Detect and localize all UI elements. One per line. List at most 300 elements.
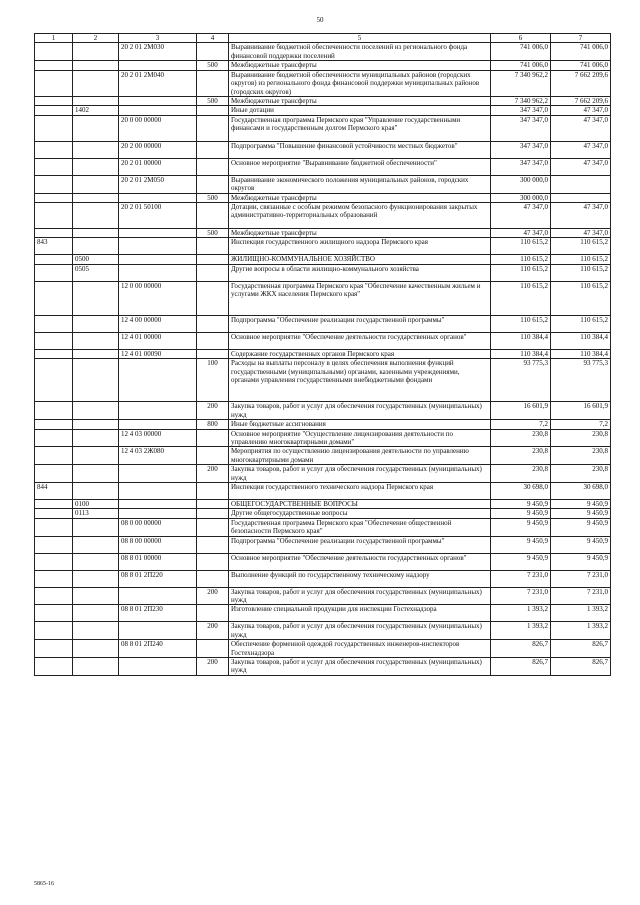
table-row [35,349,611,358]
cell-c3 [119,238,197,255]
cell-c5: Основное мероприятие "Обеспечение деятельности государственных органов" [229,553,491,570]
cell-c1 [35,349,73,358]
cell-c6: 826,7 [491,658,551,676]
cell-c4 [197,447,229,465]
table-row [35,447,611,465]
table-row [35,106,611,115]
cell-c4 [197,429,229,447]
table-row [35,518,611,536]
cell-c6: 110 615,2 [491,238,551,255]
cell-c5: Инспекция государственного жилищного надзора Пермского края [229,238,491,255]
cell-c3 [119,359,197,402]
table-row [35,553,611,570]
cell-c5: Выравнивание бюджетной обеспеченности поселений из регионального фонда финансовой поддержки поселений [229,43,491,61]
cell-c7: 741 006,0 [551,43,611,61]
cell-c1 [35,203,73,229]
cell-c7: 110 615,2 [551,281,611,315]
cell-c6: 7 340 962,2 [491,97,551,106]
cell-c3: 12 0 00 00000 [119,281,197,315]
cell-c2: 0113 [73,509,119,518]
cell-c6: 110 384,4 [491,349,551,358]
cell-c1 [35,509,73,518]
cell-c1 [35,97,73,106]
table-row [35,281,611,315]
table-row [35,97,611,106]
cell-c1: 843 [35,238,73,255]
cell-c1 [35,70,73,96]
cell-c1 [35,106,73,115]
cell-c7: 110 615,2 [551,238,611,255]
cell-c7: 9 450,9 [551,553,611,570]
cell-c7: 9 450,9 [551,509,611,518]
table-row [35,70,611,96]
cell-c3 [119,106,197,115]
cell-c2 [73,203,119,229]
cell-c1 [35,255,73,264]
cell-c3: 08 8 01 2П230 [119,605,197,622]
cell-c4: 500 [197,97,229,106]
cell-c7: 7 662 209,6 [551,97,611,106]
cell-c4: 200 [197,465,229,483]
cell-c4 [197,255,229,264]
cell-c4 [197,499,229,508]
cell-c1 [35,229,73,238]
cell-c4 [197,553,229,570]
cell-c1 [35,175,73,193]
cell-c6: 93 775,3 [491,359,551,402]
cell-c6: 7,2 [491,420,551,429]
cell-c5: ОБЩЕГОСУДАРСТВЕННЫЕ ВОПРОСЫ [229,499,491,508]
cell-c2 [73,622,119,640]
cell-c7: 826,7 [551,640,611,658]
cell-c1 [35,536,73,553]
cell-c2 [73,175,119,193]
cell-c6: 1 393,2 [491,622,551,640]
table-row [35,359,611,402]
cell-c5: Мероприятия по осуществлению лицензирования деятельности по управлению многоквартирными домами [229,447,491,465]
cell-c5: Закупка товаров, работ и услуг для обеспечения государственных (муниципальных) нужд [229,402,491,420]
header-cell: 7 [551,34,611,43]
cell-c3: 12 4 01 00000 [119,332,197,349]
cell-c2 [73,332,119,349]
cell-c2: 0505 [73,264,119,281]
cell-c4 [197,536,229,553]
cell-c6: 1 393,2 [491,605,551,622]
cell-c3: 08 0 00 00000 [119,518,197,536]
cell-c5: Изготовление специальной продукции для инспекции Гостехнадзора [229,605,491,622]
cell-c7: 1 393,2 [551,622,611,640]
cell-c1 [35,465,73,483]
table-row [35,61,611,70]
cell-c7: 47 347,0 [551,115,611,141]
header-cell: 1 [35,34,73,43]
cell-c7 [551,193,611,202]
cell-c7: 110 615,2 [551,255,611,264]
cell-c6: 30 698,0 [491,482,551,499]
cell-c2 [73,605,119,622]
cell-c4: 500 [197,193,229,202]
cell-c2 [73,420,119,429]
cell-c5: Другие общегосударственные вопросы [229,509,491,518]
cell-c1 [35,553,73,570]
cell-c5: Межбюджетные трансферты [229,97,491,106]
cell-c3 [119,622,197,640]
cell-c3 [119,658,197,676]
table-row [35,315,611,332]
cell-c1 [35,61,73,70]
cell-c6: 110 615,2 [491,255,551,264]
cell-c2 [73,349,119,358]
cell-c3: 20 2 00 00000 [119,141,197,158]
table-row [35,509,611,518]
cell-c7: 9 450,9 [551,518,611,536]
cell-c3: 20 2 01 00000 [119,158,197,175]
cell-c2 [73,402,119,420]
cell-c4 [197,70,229,96]
cell-c7: 47 347,0 [551,203,611,229]
cell-c7: 826,7 [551,658,611,676]
cell-c2 [73,640,119,658]
cell-c4: 200 [197,587,229,605]
cell-c6: 110 615,2 [491,281,551,315]
cell-c5: Иные бюджетные ассигнования [229,420,491,429]
cell-c1 [35,499,73,508]
cell-c7: 1 393,2 [551,605,611,622]
table-row [35,255,611,264]
cell-c6: 300 000,0 [491,193,551,202]
cell-c5: Обеспечение форменной одеждой государственных инженеров-инспекторов Гостехнадзора [229,640,491,658]
budget-table [34,33,611,676]
cell-c5: Дотации, связанные с особым режимом безопасного функционирования закрытых административно-территориальных образований [229,203,491,229]
cell-c7: 93 775,3 [551,359,611,402]
cell-c3 [119,499,197,508]
cell-c4 [197,43,229,61]
cell-c3: 20 2 01 2М040 [119,70,197,96]
cell-c2 [73,482,119,499]
cell-c2: 0500 [73,255,119,264]
cell-c6: 300 000,0 [491,175,551,193]
cell-c3 [119,193,197,202]
cell-c5: Закупка товаров, работ и услуг для обеспечения государственных (муниципальных) нужд [229,587,491,605]
header-cell: 6 [491,34,551,43]
header-cell: 3 [119,34,197,43]
cell-c1 [35,315,73,332]
cell-c1 [35,429,73,447]
cell-c4 [197,482,229,499]
cell-c3 [119,482,197,499]
cell-c5: Другие вопросы в области жилищно-коммунального хозяйства [229,264,491,281]
cell-c7: 9 450,9 [551,499,611,508]
cell-c7: 230,8 [551,465,611,483]
cell-c5: Закупка товаров, работ и услуг для обеспечения государственных (муниципальных) нужд [229,622,491,640]
cell-c7: 47 347,0 [551,229,611,238]
cell-c4 [197,509,229,518]
cell-c1 [35,158,73,175]
cell-c6: 47 347,0 [491,203,551,229]
cell-c2 [73,553,119,570]
cell-c3 [119,587,197,605]
cell-c1 [35,640,73,658]
cell-c7: 16 601,9 [551,402,611,420]
table-row [35,640,611,658]
cell-c6: 826,7 [491,640,551,658]
table-row [35,465,611,483]
cell-c2 [73,43,119,61]
cell-c5: Выполнение функций по государственному техническому надзору [229,570,491,587]
cell-c4: 500 [197,229,229,238]
cell-c3 [119,229,197,238]
cell-c4 [197,175,229,193]
cell-c7: 30 698,0 [551,482,611,499]
cell-c6: 9 450,9 [491,536,551,553]
cell-c6: 9 450,9 [491,499,551,508]
cell-c7: 7 662 209,6 [551,70,611,96]
cell-c3 [119,97,197,106]
cell-c3: 12 4 01 00090 [119,349,197,358]
cell-c7: 47 347,0 [551,141,611,158]
cell-c2 [73,359,119,402]
cell-c4: 800 [197,420,229,429]
cell-c7: 110 615,2 [551,264,611,281]
cell-c4: 200 [197,622,229,640]
cell-c3: 12 4 00 00000 [119,315,197,332]
cell-c4 [197,158,229,175]
table-row [35,229,611,238]
cell-c4 [197,238,229,255]
cell-c5: Закупка товаров, работ и услуг для обеспечения государственных (муниципальных) нужд [229,658,491,676]
cell-c6: 741 006,0 [491,43,551,61]
cell-c4: 200 [197,658,229,676]
cell-c5: Инспекция государственного технического надзора Пермского края [229,482,491,499]
cell-c6: 9 450,9 [491,553,551,570]
cell-c6: 7 231,0 [491,570,551,587]
cell-c5: Содержание государственных органов Пермского края [229,349,491,358]
cell-c4 [197,106,229,115]
cell-c6: 347 347,0 [491,106,551,115]
cell-c2 [73,141,119,158]
cell-c4 [197,203,229,229]
table-row [35,264,611,281]
table-row [35,158,611,175]
cell-c1 [35,420,73,429]
cell-c1 [35,264,73,281]
cell-c4 [197,141,229,158]
cell-c1 [35,193,73,202]
cell-c1 [35,587,73,605]
cell-c1 [35,447,73,465]
table-row [35,141,611,158]
cell-c4 [197,605,229,622]
cell-c7: 7 231,0 [551,587,611,605]
cell-c2 [73,97,119,106]
table-row [35,402,611,420]
cell-c2 [73,229,119,238]
cell-c4 [197,640,229,658]
cell-c4 [197,332,229,349]
cell-c1 [35,570,73,587]
cell-c2 [73,315,119,332]
cell-c6: 9 450,9 [491,509,551,518]
cell-c7: 110 384,4 [551,332,611,349]
cell-c1 [35,332,73,349]
cell-c6: 347 347,0 [491,141,551,158]
cell-c4 [197,349,229,358]
cell-c4 [197,570,229,587]
cell-c2 [73,193,119,202]
table-row [35,658,611,676]
cell-c5: Государственная программа Пермского края "Обеспечение качественным жильем и услугами ЖКХ населения Пермского края" [229,281,491,315]
cell-c2 [73,281,119,315]
cell-c4 [197,264,229,281]
cell-c3 [119,264,197,281]
cell-c7 [551,175,611,193]
cell-c7: 9 450,9 [551,536,611,553]
cell-c6: 110 615,2 [491,315,551,332]
cell-c3: 08 8 01 2П220 [119,570,197,587]
cell-c5: Межбюджетные трансферты [229,193,491,202]
cell-c5: ЖИЛИЩНО-КОММУНАЛЬНОЕ ХОЗЯЙСТВО [229,255,491,264]
table-row [35,420,611,429]
cell-c2 [73,158,119,175]
table-row [35,605,611,622]
cell-c5: Подпрограмма "Обеспечение реализации государственной программы" [229,315,491,332]
cell-c3 [119,465,197,483]
cell-c1 [35,281,73,315]
cell-c5: Расходы на выплаты персоналу в целях обеспечения выполнения функций государственными (муниципальными) органами, казенными учреждениями, органами управления государственными внебюджетными фондами [229,359,491,402]
cell-c5: Подпрограмма "Обеспечение реализации государственной программы" [229,536,491,553]
cell-c6: 7 231,0 [491,587,551,605]
cell-c6: 110 615,2 [491,264,551,281]
table-row [35,570,611,587]
cell-c7: 230,8 [551,447,611,465]
cell-c3: 12 4 03 2Ж080 [119,447,197,465]
cell-c7: 110 615,2 [551,315,611,332]
table-row [35,203,611,229]
cell-c4 [197,281,229,315]
table-row [35,482,611,499]
cell-c1 [35,43,73,61]
cell-c5: Основное мероприятие "Осуществление лицензирования деятельности по управлению многоквартирными домами" [229,429,491,447]
cell-c2 [73,61,119,70]
cell-c4 [197,315,229,332]
cell-c2 [73,115,119,141]
cell-c1 [35,658,73,676]
cell-c5: Иные дотации [229,106,491,115]
cell-c3: 08 8 00 00000 [119,536,197,553]
cell-c3 [119,255,197,264]
cell-c5: Государственная программа Пермского края "Управление государственными финансами и государственным долгом Пермского края" [229,115,491,141]
cell-c4: 100 [197,359,229,402]
cell-c2: 1402 [73,106,119,115]
cell-c5: Межбюджетные трансферты [229,229,491,238]
cell-c1 [35,622,73,640]
cell-c6: 230,8 [491,465,551,483]
cell-c3: 12 4 03 00000 [119,429,197,447]
cell-c3 [119,61,197,70]
cell-c6: 9 450,9 [491,518,551,536]
cell-c2 [73,465,119,483]
cell-c2 [73,70,119,96]
cell-c5: Основное мероприятие "Обеспечение деятельности государственных органов" [229,332,491,349]
header-cell: 5 [229,34,491,43]
cell-c3: 08 8 01 2П240 [119,640,197,658]
table-row [35,43,611,61]
cell-c2 [73,570,119,587]
cell-c7: 230,8 [551,429,611,447]
cell-c7: 7 231,0 [551,570,611,587]
cell-c1 [35,141,73,158]
cell-c5: Подпрограмма "Повышение финансовой устойчивости местных бюджетов" [229,141,491,158]
cell-c7: 741 006,0 [551,61,611,70]
cell-c2 [73,447,119,465]
table-row [35,429,611,447]
table-row [35,587,611,605]
cell-c6: 347 347,0 [491,115,551,141]
cell-c1: 844 [35,482,73,499]
cell-c3: 20 0 00 00000 [119,115,197,141]
cell-c1 [35,518,73,536]
cell-c7: 47 347,0 [551,106,611,115]
cell-c3: 20 2 01 2М050 [119,175,197,193]
cell-c6: 230,8 [491,429,551,447]
cell-c5: Межбюджетные трансферты [229,61,491,70]
cell-c5: Выравнивание бюджетной обеспеченности муниципальных районов (городских округов) из регионального фонда финансовой поддержки муниципальных районов (городских округов) [229,70,491,96]
cell-c5: Выравнивание экономического положения муниципальных районов, городских округов [229,175,491,193]
cell-c3: 20 2 01 2М030 [119,43,197,61]
cell-c1 [35,402,73,420]
cell-c1 [35,359,73,402]
cell-c2: 0100 [73,499,119,508]
cell-c3 [119,402,197,420]
cell-c2 [73,658,119,676]
cell-c1 [35,605,73,622]
cell-c3: 08 8 01 00000 [119,553,197,570]
cell-c6: 7 340 962,2 [491,70,551,96]
table-row [35,536,611,553]
cell-c7: 110 384,4 [551,349,611,358]
cell-c6: 110 384,4 [491,332,551,349]
table-row [35,193,611,202]
cell-c2 [73,587,119,605]
table-row [35,499,611,508]
cell-c6: 741 006,0 [491,61,551,70]
table-row [35,175,611,193]
table-row [35,238,611,255]
table-row [35,332,611,349]
cell-c6: 230,8 [491,447,551,465]
footer-code: 5865-16 [34,881,54,887]
cell-c3 [119,509,197,518]
header-row [35,34,611,43]
cell-c2 [73,429,119,447]
table-row [35,115,611,141]
cell-c6: 347 347,0 [491,158,551,175]
cell-c7: 7,2 [551,420,611,429]
cell-c5: Основное мероприятие "Выравнивание бюджетной обеспеченности" [229,158,491,175]
cell-c2 [73,238,119,255]
header-cell: 4 [197,34,229,43]
cell-c4: 200 [197,402,229,420]
page-number: 50 [316,16,324,24]
header-cell: 2 [73,34,119,43]
cell-c2 [73,536,119,553]
cell-c2 [73,518,119,536]
cell-c6: 16 601,9 [491,402,551,420]
cell-c6: 47 347,0 [491,229,551,238]
cell-c1 [35,115,73,141]
cell-c4 [197,518,229,536]
table-row [35,622,611,640]
